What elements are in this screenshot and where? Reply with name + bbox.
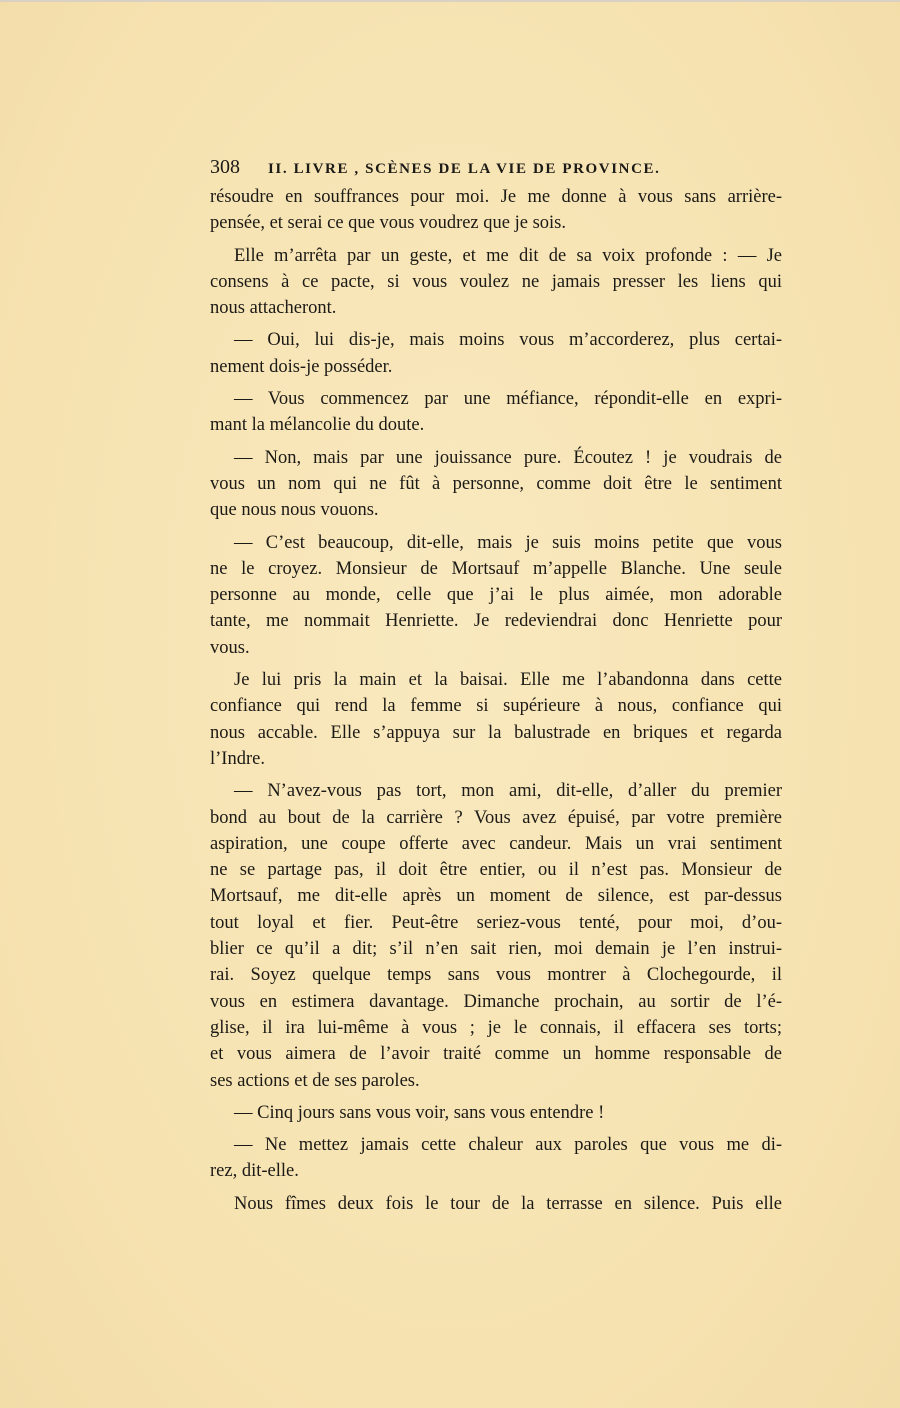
text-line: Mortsauf, me dit-elle après un moment de silence, est par-dessus [210, 886, 782, 907]
text-line: blier ce qu’il a dit; s’il n’en sait rien, moi demain je l’en instrui- [210, 939, 782, 960]
text-line: ses actions et de ses paroles. [210, 1070, 420, 1091]
text-line: nous attacheront. [210, 298, 337, 319]
body-text [210, 184, 782, 1217]
paragraph [210, 445, 782, 524]
text-line: — C’est beaucoup, dit-elle, mais je suis moins petite que vous [234, 532, 782, 553]
text-line: — N’avez-vous pas tort, mon ami, dit-elle, d’aller du premier [234, 781, 782, 802]
text-line: tante, me nommait Henriette. Je redeviendrai donc Henriette pour [210, 611, 782, 632]
text-line: rez, dit-elle. [210, 1161, 299, 1182]
text-line: — Cinq jours sans vous voir, sans vous entendre ! [234, 1102, 605, 1123]
text-line: consens à ce pacte, si vous voulez ne jamais presser les liens qui [210, 271, 782, 292]
text-line: Je lui pris la main et la baisai. Elle me l’abandonna dans cette [234, 670, 782, 691]
running-head [210, 152, 782, 182]
running-head-title: II. LIVRE , SCÈNES DE LA VIE DE PROVINCE. [268, 161, 661, 177]
text-line: Elle m’arrêta par un geste, et me dit de sa voix profonde : — Je [234, 245, 782, 266]
text-line: — Vous commencez par une méfiance, répondit-elle en expri- [234, 389, 782, 410]
paragraph [210, 1100, 782, 1126]
text-line: vous. [210, 637, 250, 658]
text-line: ne le croyez. Monsieur de Mortsauf m’appelle Blanche. Une seule [210, 558, 782, 579]
paragraph [210, 667, 782, 772]
text-line: vous en estimera davantage. Dimanche prochain, au sortir de l’é- [210, 991, 782, 1012]
paragraph [210, 327, 782, 380]
text-line: et vous aimera de l’avoir traité comme un homme responsable de [210, 1044, 782, 1065]
text-line: pensée, et serai ce que vous voudrez que je sois. [210, 213, 566, 234]
paragraph [210, 1132, 782, 1185]
text-line: — Ne mettez jamais cette chaleur aux paroles que vous me di- [234, 1135, 782, 1156]
text-line: ne se partage pas, il doit être entier, ou il n’est pas. Monsieur de [210, 860, 782, 881]
text-line: tout loyal et fier. Peut-être seriez-vous tenté, pour moi, d’ou- [210, 912, 782, 933]
paragraph [210, 243, 782, 322]
paragraph [210, 386, 782, 439]
text-line: nement dois-je posséder. [210, 356, 393, 377]
text-line: — Non, mais par une jouissance pure. Écoutez ! je voudrais de [234, 447, 782, 468]
paragraph [210, 778, 782, 1094]
text-block [210, 152, 782, 1223]
text-line: Nous fîmes deux fois le tour de la terrasse en silence. Puis elle [234, 1193, 782, 1214]
text-line: l’Indre. [210, 748, 265, 769]
text-line: confiance qui rend la femme si supérieure à nous, confiance qui [210, 696, 782, 717]
text-line: mant la mélancolie du doute. [210, 415, 425, 436]
paragraph [210, 530, 782, 661]
text-line: — Oui, lui dis-je, mais moins vous m’accorderez, plus certai- [234, 330, 782, 351]
text-line: bond au bout de la carrière ? Vous avez épuisé, par votre première [210, 807, 782, 828]
paragraph [210, 184, 782, 237]
page-number: 308 [210, 156, 240, 178]
text-line: vous un nom qui ne fût à personne, comme doit être le sentiment [210, 473, 782, 494]
text-line: résoudre en souffrances pour moi. Je me donne à vous sans arrière- [210, 187, 782, 207]
text-line: que nous nous vouons. [210, 500, 379, 521]
text-line: aspiration, une coupe offerte avec candeur. Mais un vrai sentiment [210, 833, 782, 854]
paragraph [210, 1191, 782, 1217]
text-line: personne au monde, celle que j’ai le plus aimée, mon adorable [210, 585, 782, 606]
text-line: rai. Soyez quelque temps sans vous montrer à Clochegourde, il [210, 965, 782, 986]
text-line: glise, il ira lui-même à vous ; je le connais, il effacera ses torts; [210, 1017, 782, 1038]
text-line: nous accable. Elle s’appuya sur la balustrade en briques et regarda [210, 722, 782, 743]
